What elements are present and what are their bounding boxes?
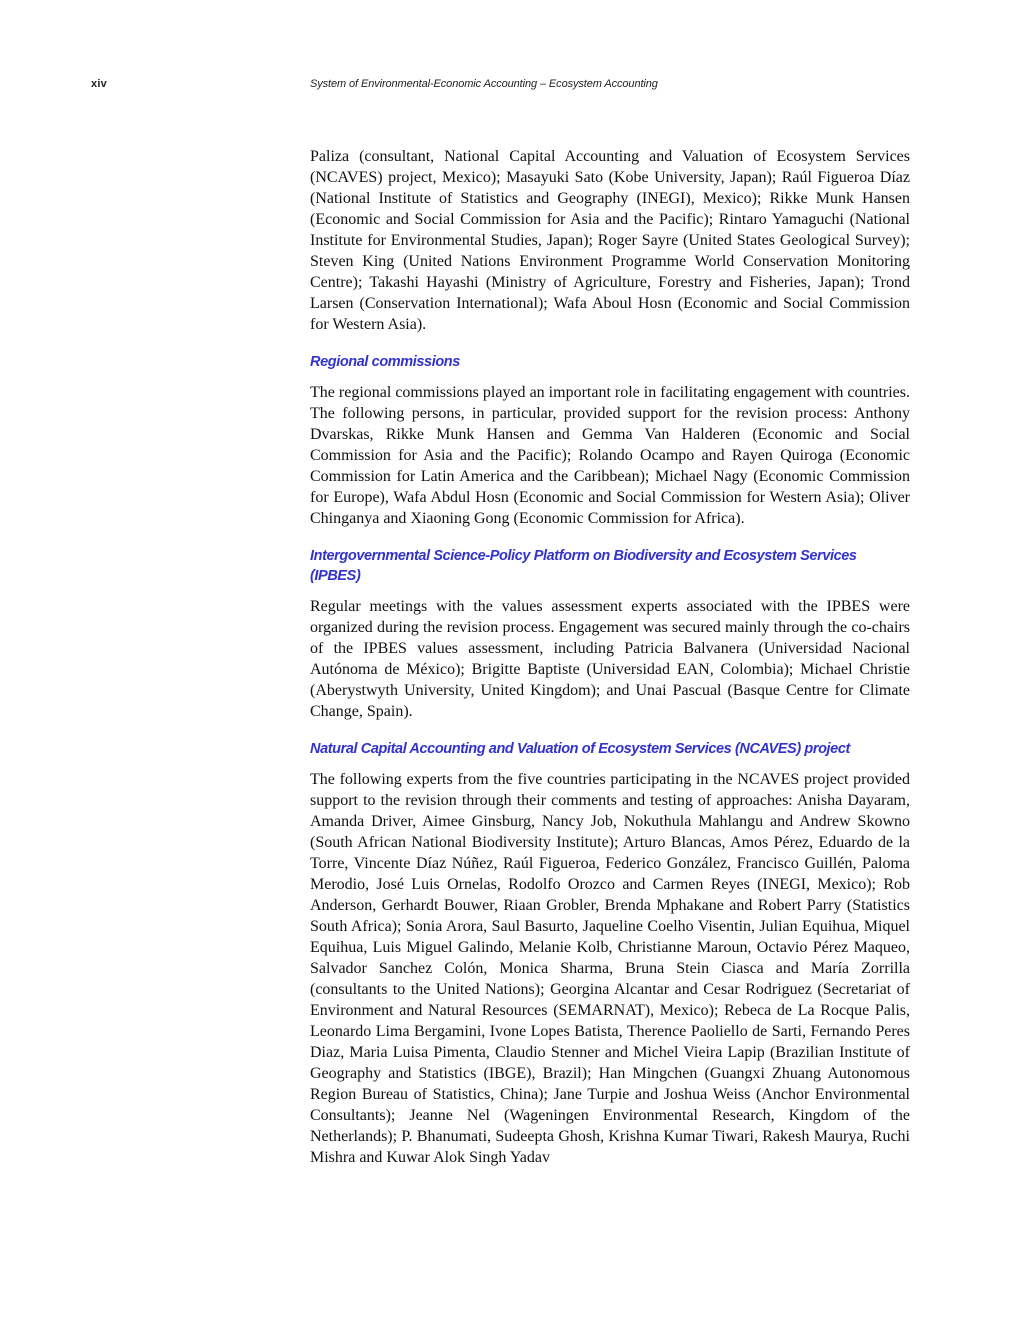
section-heading-regional-commissions: Regional commissions [310,354,460,370]
running-title: System of Environmental-Economic Accounting – Ecosystem Accounting [310,78,658,90]
section-heading-ipbes: Intergovernmental Science-Policy Platform on Biodiversity and Ecosystem Services (IPBES) [310,548,857,584]
page-header [0,78,1020,94]
intro-paragraph: Paliza (consultant, National Capital Accounting and Valuation of Ecosystem Services (NCAVES) project, Mexico); Masayuki Sato (Kobe University, Japan); Raúl Figueroa Díaz (National Institute of Statistics and Geography (INEGI), Mexico); Rikke Munk Hansen (Economic and Social Commission for Asia and the Pacific); Rintaro Yamaguchi (National Institute for Environmental Studies, Japan); Roger Sayre (United States Geological Survey); Steven King (United Nations Environment Programme World Conservation Monitoring Centre); Takashi Hayashi (Ministry of Agriculture, Forestry and Fisheries, Japan); Trond Larsen (Conservation International); Wafa Aboul Hosn (Economic and Social Commission for Western Asia). [310,148,910,333]
main-content [310,146,910,1168]
section-paragraph-ipbes: Regular meetings with the values assessment experts associated with the IPBES were organized during the revision process. Engagement was secured mainly through the co-chairs of the IPBES values assessment, including Patricia Balvanera (Universidad Nacional Autónoma de México); Brigitte Baptiste (Universidad EAN, Colombia); Michael Christie (Aberystwyth University, United Kingdom); and Unai Pascual (Basque Centre for Climate Change, Spain). [310,598,910,720]
section-heading-ncaves: Natural Capital Accounting and Valuation of Ecosystem Services (NCAVES) project [310,741,850,757]
section-paragraph-ncaves: The following experts from the five countries participating in the NCAVES project provided support to the revision through their comments and testing of approaches: Anisha Dayaram, Amanda Driver, Aimee Ginsburg, Nancy Job, Nokuthula Mahlangu and Andrew Skowno (South African National Biodiversity Institute); Arturo Blancas, Amos Pérez, Eduardo de la Torre, Vincente Díaz Núñez, Raúl Figueroa, Federico González, Francisco Guillén, Paloma Merodio, José Luis Ornelas, Rodolfo Orozco and Carmen Reyes (INEGI, Mexico); Rob Anderson, Gerhardt Bouwer, Riaan Grobler, Brenda Mphakane and Robert Parry (Statistics South Africa); Sonia Arora, Saul Basurto, Jaqueline Coelho Visentin, Julian Equihua, Miquel Equihua, Luis Miguel Galindo, Melanie Kolb, Christianne Maroun, Octavio Pérez Maqueo, Salvador Sanchez Colón, Monica Sharma, Bruna Stein Ciasca and María Zorrilla (consultants to the United Nations); Georgina Alcantar and Cesar Rodriguez (Secretariat of Environment and Natural Resources (SEMARNAT), Mexico); Rebeca de La Rocque Palis, Leonardo Lima Bergamini, Ivone Lopes Batista, Therence Paoliello de Sarti, Fernando Peres Diaz, Maria Luisa Pimenta, Claudio Stenner and Michel Vieira Lapip (Brazilian Institute of Geography and Statistics (IBGE), Brazil); Han Mingchen (Guangxi Zhuang Autonomous Region Bureau of Statistics, China); Jane Turpie and Joshua Weiss (Anchor Environmental Consultants); Jeanne Nel (Wageningen Environmental Research, Kingdom of the Netherlands); P. Bhanumati, Sudeepta Ghosh, Krishna Kumar Tiwari, Rakesh Maurya, Ruchi Mishra and Kuwar Alok Singh Yadav [310,771,910,1166]
section-paragraph-regional-commissions: The regional commissions played an important role in facilitating engagement with countries. The following persons, in particular, provided support for the revision process: Anthony Dvarskas, Rikke Munk Hansen and Gemma Van Halderen (Economic and Social Commission for Asia and the Pacific); Rolando Ocampo and Rayen Quiroga (Economic Commission for Latin America and the Caribbean); Michael Nagy (Economic Commission for Europe), Wafa Abdul Hosn (Economic and Social Commission for Western Asia); Oliver Chinganya and Xiaoning Gong (Economic Commission for Africa). [310,384,910,527]
page-number: xiv [91,78,107,90]
